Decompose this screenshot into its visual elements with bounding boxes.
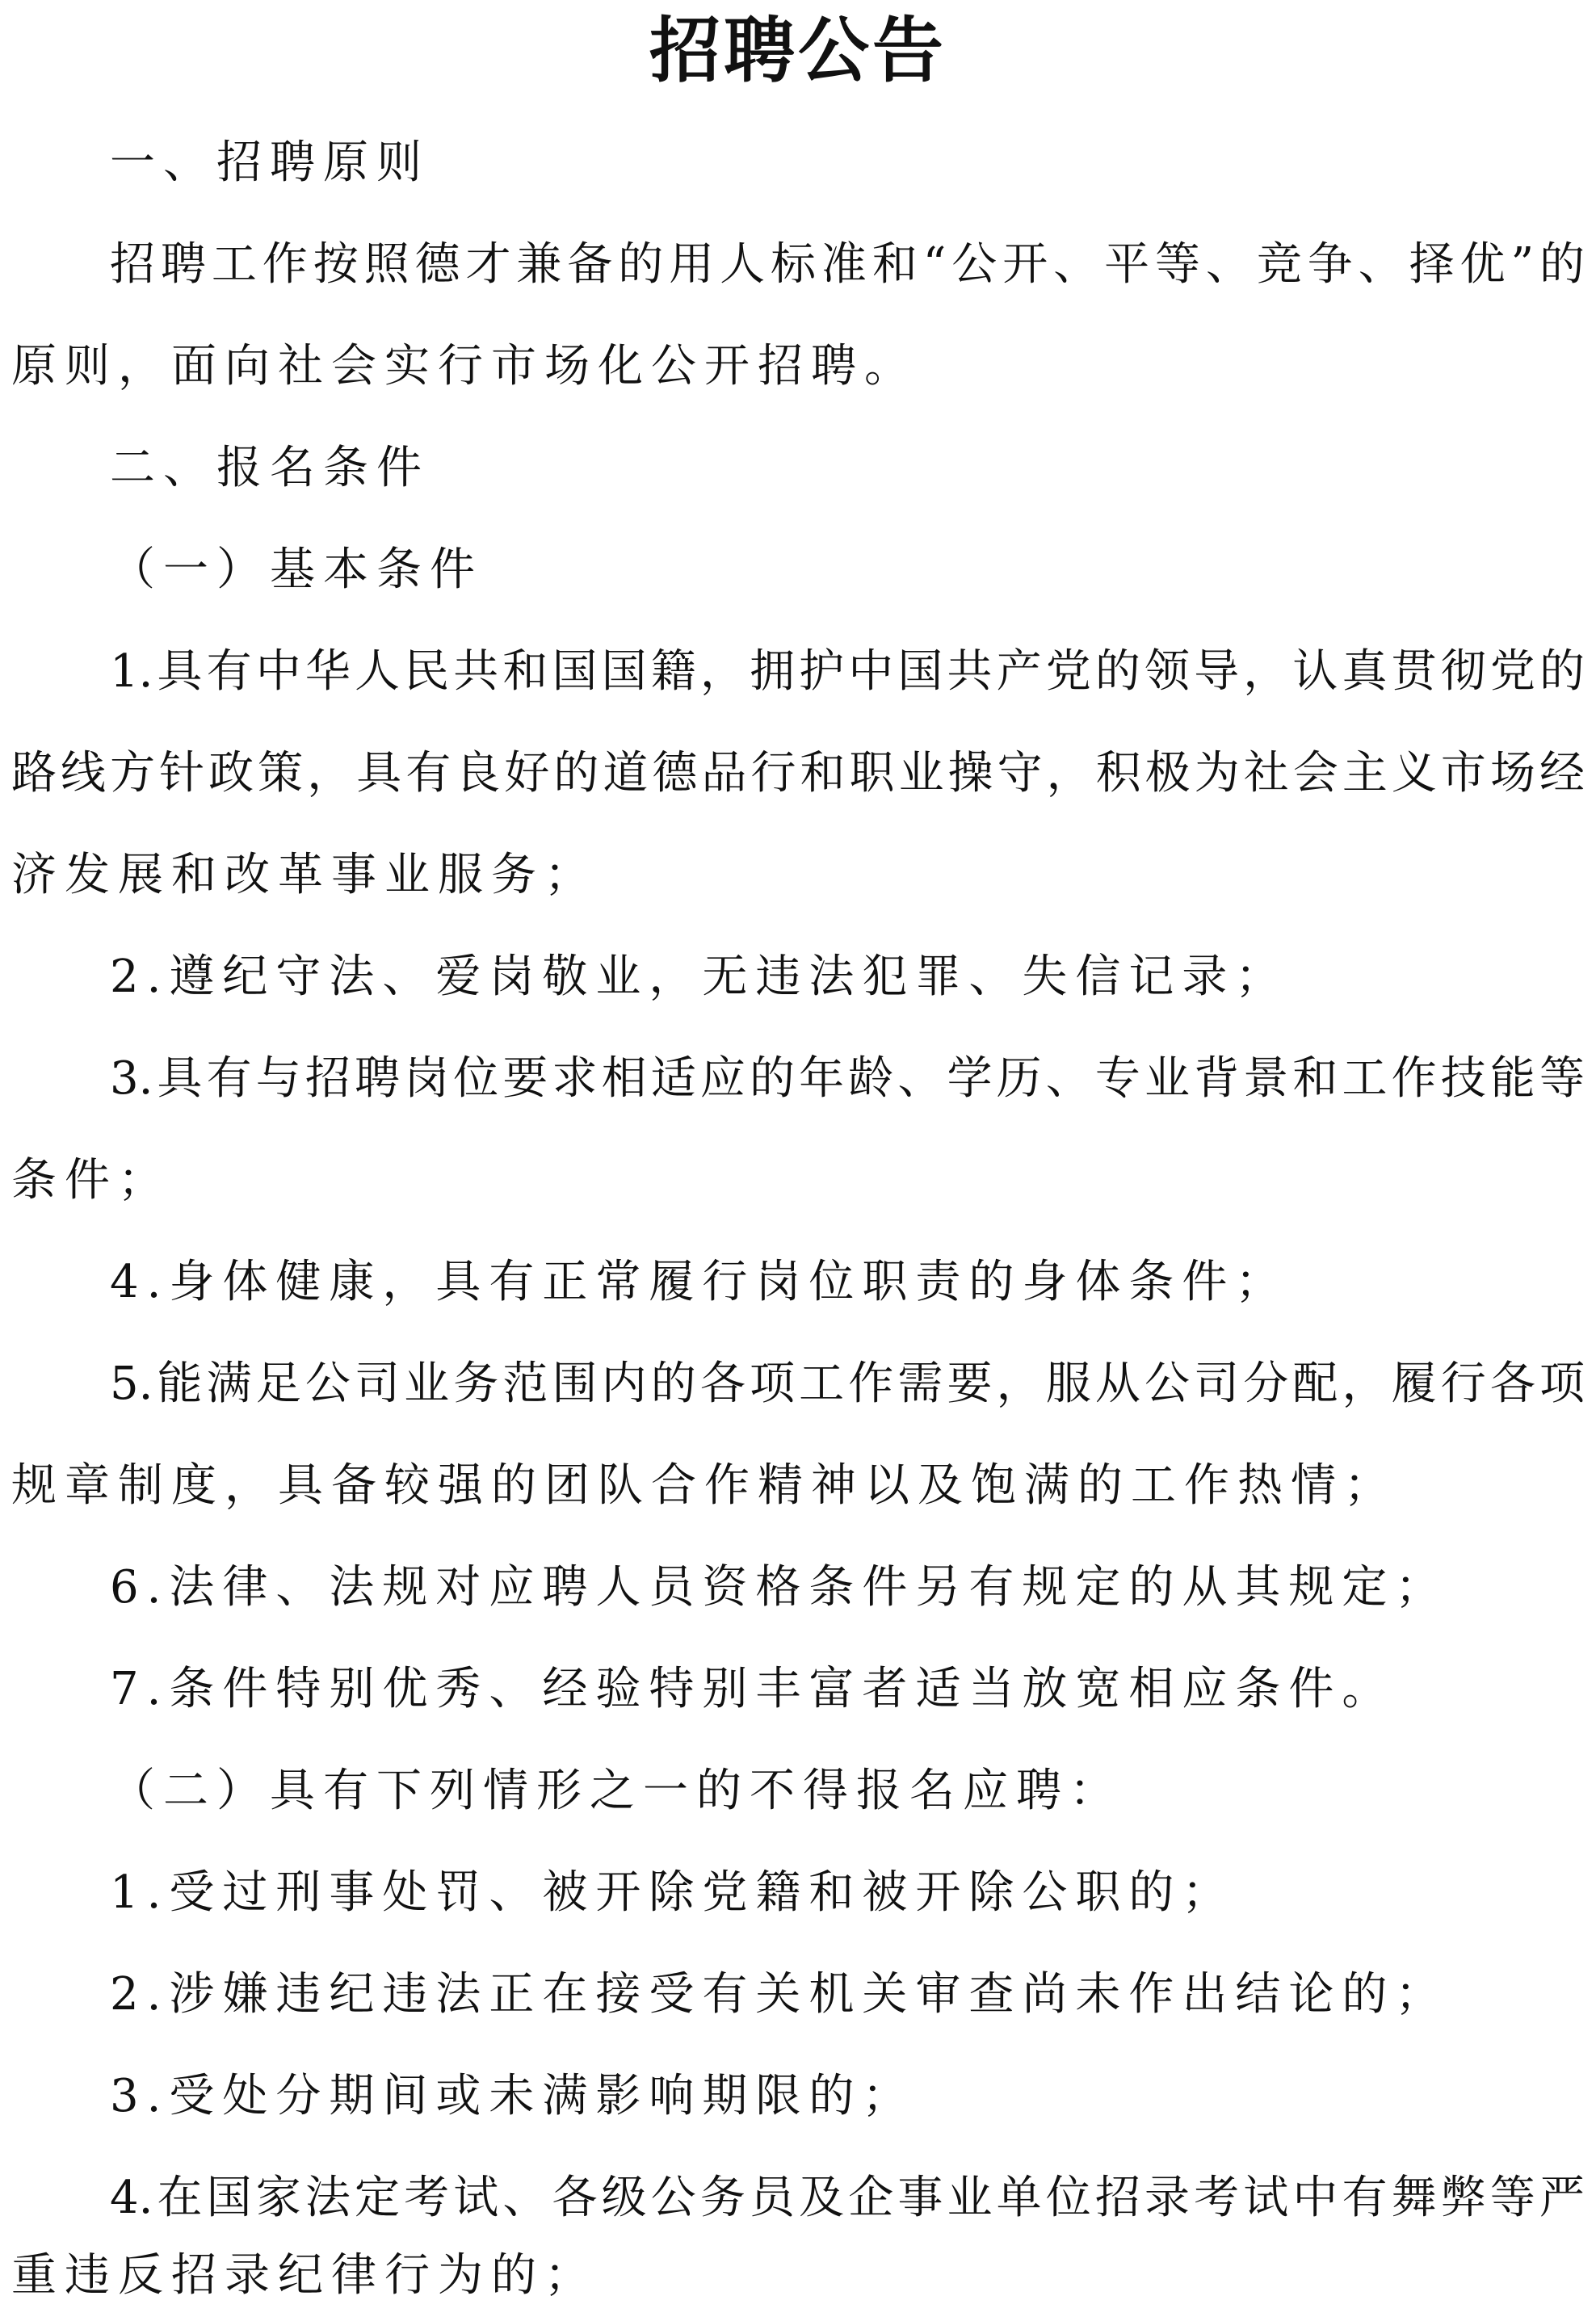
list-item-line: 1.受过刑事处罚、被开除党籍和被开除公职的； [110, 1866, 1236, 1919]
list-item-line: 规章制度，具备较强的团队合作精神以及饱满的工作热情； [11, 1459, 1397, 1512]
list-item-line: 4.身体健康，具有正常履行岗位职责的身体条件； [110, 1256, 1289, 1308]
section-heading-principle: 一、招聘原则 [110, 136, 430, 189]
list-item-line: 3.具有与招聘岗位要求相适应的年龄、学历、专业背景和工作技能等 [110, 1052, 1585, 1105]
list-item-line: 4.在国家法定考试、各级公务员及企事业单位招录考试中有舞弊等严 [110, 2172, 1585, 2224]
list-item-line: 路线方针政策，具有良好的道德品行和职业操守，积极为社会主义市场经 [11, 747, 1585, 800]
page-title: 招聘公告 [649, 9, 947, 92]
subsection-heading-basic: （一）基本条件 [110, 544, 483, 596]
list-item-line: 条件； [11, 1154, 171, 1207]
list-item-line: 6.法律、法规对应聘人员资格条件另有规定的从其规定； [110, 1561, 1449, 1614]
section-heading-requirements: 二、报名条件 [110, 442, 430, 494]
list-item-line: 7.条件特别优秀、经验特别丰富者适当放宽相应条件。 [110, 1663, 1396, 1715]
list-item-line: 济发展和改革事业服务； [11, 849, 598, 901]
list-item-line: 2.涉嫌违纪违法正在接受有关机关审查尚未作出结论的； [110, 1968, 1449, 2021]
subsection-heading-disqualifications: （二）具有下列情形之一的不得报名应聘： [110, 1765, 1123, 1817]
list-item-line: 3.受处分期间或未满影响期限的； [110, 2070, 916, 2122]
list-item-line: 1.具有中华人民共和国国籍，拥护中国共产党的领导，认真贯彻党的 [110, 645, 1585, 698]
list-item-line: 2.遵纪守法、爱岗敬业，无违法犯罪、失信记录； [110, 951, 1289, 1003]
paragraph-line: 招聘工作按照德才兼备的用人标准和“公开、平等、竞争、择优”的 [110, 238, 1585, 291]
paragraph-line: 原则，面向社会实行市场化公开招聘。 [11, 340, 918, 392]
list-item-line: 重违反招录纪律行为的； [11, 2249, 598, 2302]
list-item-line: 5.能满足公司业务范围内的各项工作需要，服从公司分配，履行各项 [110, 1358, 1585, 1410]
